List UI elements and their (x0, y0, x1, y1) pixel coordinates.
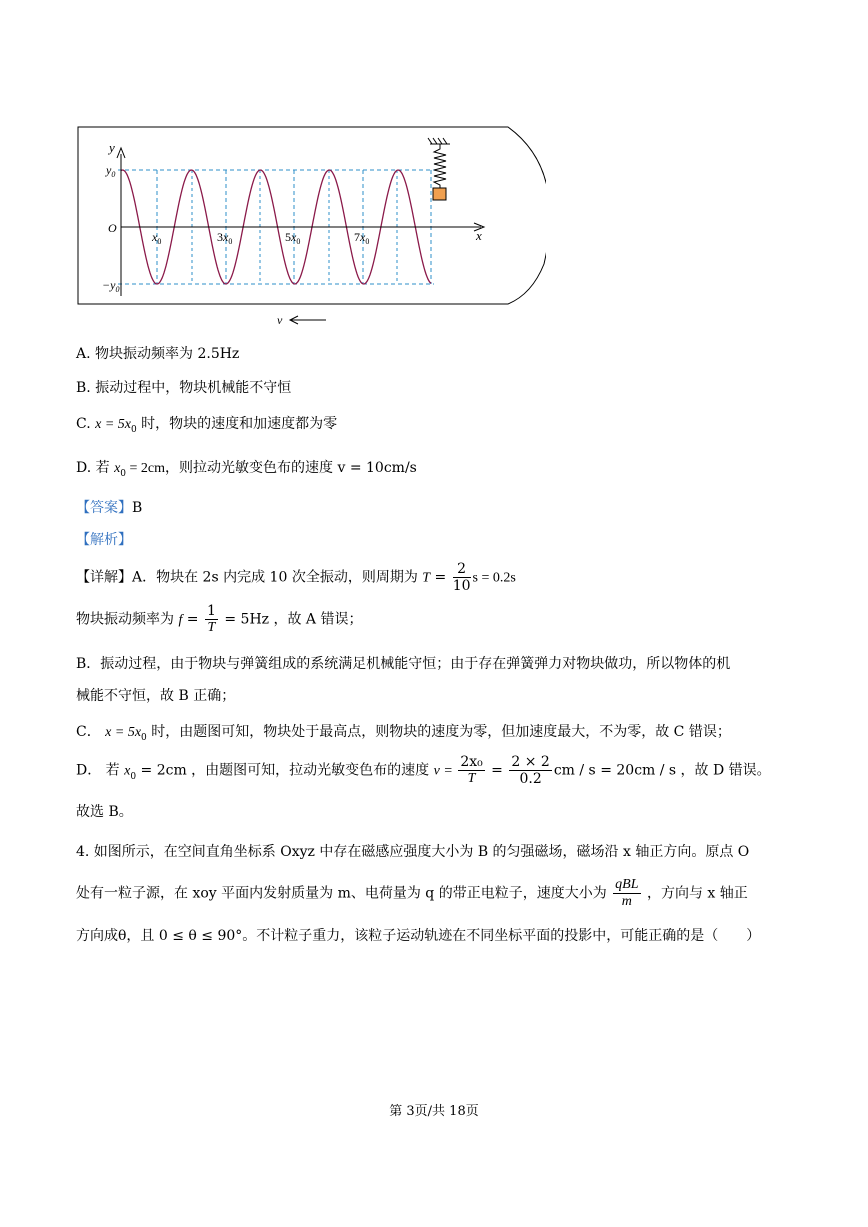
svg-text:5x0: $5x_0$ (285, 230, 301, 246)
detail-line-6: D． 若 $x_0 = 2cm$ ，由题图可知，拉动光敏变色布的速度 v = $\frac{\text{2x₀}}{T}$ = $\frac{2 \times 2}{0.2}$ cm / s = 20cm / s ，故 D 错误。 (76, 754, 771, 787)
detail-line-3: B．振动过程，由于物块与弹簧组成的系统满足机械能守恒；由于存在弹簧弹力对物块做功，所以物体的机 (76, 656, 731, 672)
svg-text:x0: $x_0$ (152, 230, 162, 246)
block (433, 188, 446, 200)
detail-line-7: 故选 B。 (76, 804, 133, 820)
answer-line: 【答案】B (76, 500, 143, 516)
q4-line-2: 处有一粒子源，在 xoy 平面内发射质量为 m、电荷量为 q 的带正电粒子，速度大小为 $\frac{\text{qBL}}{m}$ ，方向与 x 轴正 (76, 877, 748, 909)
option-d: D. 若 $x_0 = 2cm$，则拉动光敏变色布的速度 v = 10cm/s (76, 460, 417, 479)
y-axis-label: y (109, 140, 115, 155)
svg-text:3x0: $3x_0$ (217, 230, 233, 246)
tick-x0: x (152, 230, 158, 244)
tick-5x0: x (291, 230, 297, 244)
svg-text:y0: $y_0$ (106, 163, 116, 179)
tick-3x0: x (223, 230, 229, 244)
detail-line-1: 【详解】A．物块在 2s 内完成 10 次全振动，则周期为 T = $\frac{2}{10}$ s = 0.2s (76, 561, 516, 594)
detail-line-5: C． $x = 5x_0$ 时，由题图可知，物块处于最高点，则物块的速度为零，但加速度最大，不为零，故 C 错误； (76, 724, 731, 743)
origin-label: O (108, 221, 117, 235)
option-b: B. 振动过程中，物块机械能不守恒 (76, 380, 292, 396)
q4-line-3: 方向成θ，且 0 ≤ θ ≤ 90°。不计粒子重力，该粒子运动轨迹在不同坐标平面的投影中，可能正确的是（ ） (76, 928, 761, 944)
neg-y0-label: −y (102, 278, 116, 292)
svg-text:7x0: $7x_0$ (354, 230, 370, 246)
svg-text:−y0: $-y_0$ (102, 278, 120, 294)
page-footer: 第 3页/共 18页 (389, 1104, 479, 1119)
cloth-outline (78, 127, 546, 304)
x-axis-label: x (476, 228, 482, 243)
velocity-label: v (277, 313, 283, 327)
q4-line-1: 4. 如图所示，在空间直角坐标系 Oxyz 中存在磁感应强度大小为 B 的匀强磁场，磁场沿 x 轴正方向。原点 O (76, 844, 750, 860)
detail-line-4: 械能不守恒，故 B 正确； (76, 688, 236, 704)
tick-7x0: x (360, 230, 366, 244)
analysis-label: 【解析】 (76, 532, 132, 548)
option-c: C. $x = 5x_0$ 时，物块的速度和加速度都为零 (76, 416, 338, 435)
y0-label: y (106, 163, 112, 177)
option-a: A. 物块振动频率为 2.5Hz (76, 346, 240, 362)
detail-line-2: 物块振动频率为 f = $\frac{1}{T}$ = 5Hz ，故 A 错误； (76, 603, 363, 635)
oscillation-figure (76, 124, 546, 329)
